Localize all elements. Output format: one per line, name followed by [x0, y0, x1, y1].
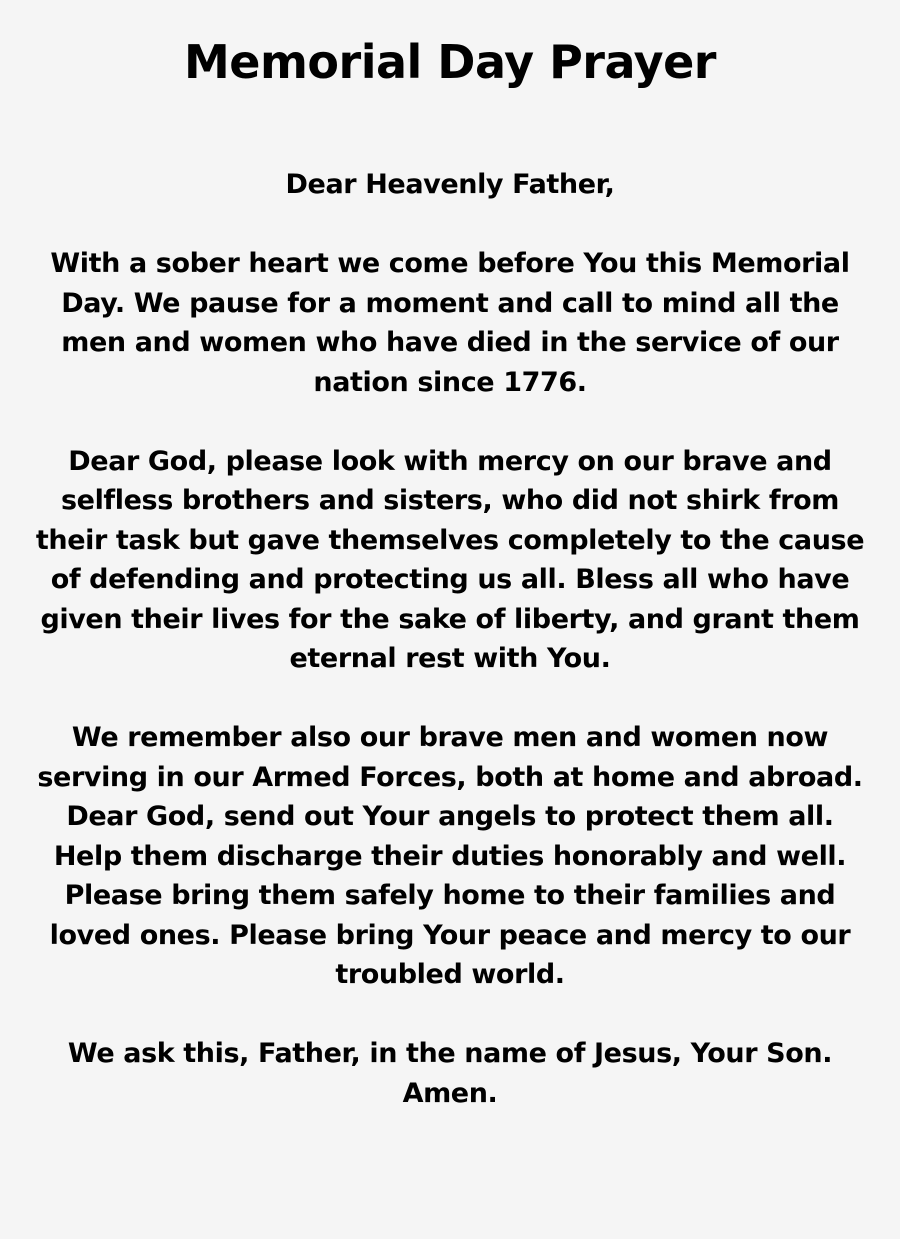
paragraph-1: With a sober heart we come before You this Memorial Day. We pause for a moment and call to mind all the men and women who have died in the service of our nation since 1776.	[50, 248, 850, 398]
paragraph-2: Dear God, please look with mercy on our brave and selfless brothers and sisters, who did not shirk from their task but gave themselves completely to the cause of defending and protecting us all. Bless all who have given their lives for the sake of liberty, and grant them eternal rest with You.	[35, 445, 865, 674]
page-title: Memorial Day Prayer	[184, 35, 716, 89]
prayer-body	[30, 165, 870, 1113]
closing: We ask this, Father, in the name of Jesus, Your Son. Amen.	[67, 1038, 833, 1109]
paragraph-3: We remember also our brave men and women now serving in our Armed Forces, both at home and abroad. Dear God, send out Your angels to protect them all. Help them discharge their duties honorably and well. Please bring them safely home to their families and loved ones. Please bring Your peace and mercy to our troubled world.	[37, 722, 863, 990]
greeting: Dear Heavenly Father,	[285, 169, 615, 200]
